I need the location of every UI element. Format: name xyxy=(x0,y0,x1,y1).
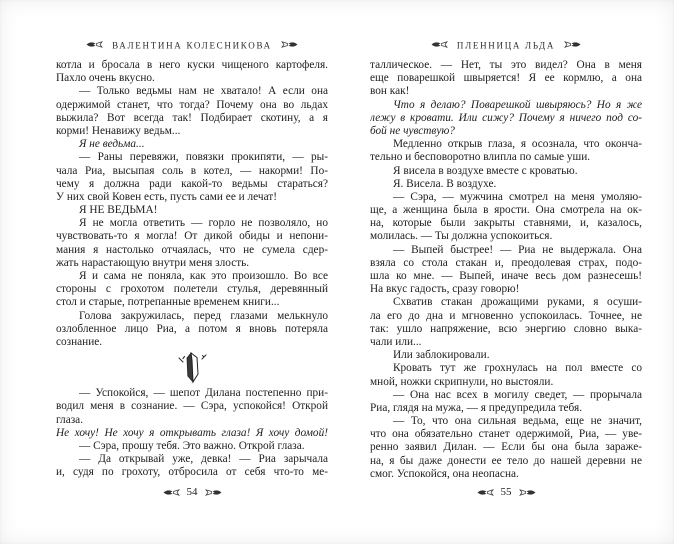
text-line: жать нарастающую внутри меня злость. xyxy=(56,256,250,269)
text-line: одержимой станет, что тогда? Почему она во льдах xyxy=(56,98,328,111)
text-line: ла его до дна и мгновенно успокоилась. Точнее, не xyxy=(370,309,642,322)
text-line: котла и бросала в него куски чищеного картофеля. xyxy=(56,59,328,71)
page-right xyxy=(370,38,642,498)
header-fleuron-icon xyxy=(564,40,581,49)
text-line: Риа, глядя на мужа, — я предупредила тебя. xyxy=(370,401,583,414)
text-line: На вкус гадость, сразу говорю! xyxy=(370,283,520,296)
text-line: — Да открывай уже, девка! — Риа зарычала xyxy=(79,453,328,466)
running-head-title-book: ПЛЕННИЦА ЛЬДА xyxy=(456,40,556,50)
text-line: водил меня в сознание. — Сэра, успокойся! Открой xyxy=(56,400,328,413)
text-line: стороны с грохотом полетели стулья, деревянный xyxy=(56,283,328,296)
text-line: шла ко мне. — Выпей, иначе весь дом разнесешь! xyxy=(370,270,642,282)
text-line: ще, а женщина была в ярости. Она смотрела на ок- xyxy=(370,204,642,217)
header-fleuron-icon xyxy=(86,40,103,49)
text-line: так: ушло напряжение, всю энергию словно выка- xyxy=(370,322,642,335)
text-line: Я не ведьма... xyxy=(79,138,145,151)
text-line: сознание. xyxy=(56,335,103,348)
text-line: Кровать тут же грохнулась на пол вместе со xyxy=(393,362,642,375)
text-line: бой не чувствую? xyxy=(370,124,455,137)
page-text-column xyxy=(370,59,642,481)
text-line: чали или... xyxy=(370,335,422,348)
text-line: на, которые были закрыты ставнями, и, казалось, xyxy=(370,217,642,230)
text-line: корми! Ненавижу ведьм... xyxy=(56,124,181,137)
text-line: Я НЕ ВЕДЬМА! xyxy=(79,204,158,217)
text-line: стол и старые, потрепанные временем книги... xyxy=(56,296,280,309)
text-line: взяла со стола стакан и, преодолевая страх, подо- xyxy=(370,256,642,269)
text-line: — Сэра, — мужчина смотрел на меня умоляю- xyxy=(393,190,642,203)
text-line: У них свой Ковен есть, пусть сами ее и лечат! xyxy=(56,190,277,203)
page-number: 54 xyxy=(186,486,198,498)
text-line: чувствовать-то я могла! От дикой обиды и непони- xyxy=(56,230,328,243)
header-fleuron-icon xyxy=(281,40,298,49)
text-line: мания я настолько отчаялась, что не сумела сдер- xyxy=(56,243,328,256)
footer-fleuron-icon xyxy=(519,488,536,497)
footer-fleuron-icon xyxy=(205,488,222,497)
text-line: — Раны перевяжи, повязки прокипяти, — ры- xyxy=(79,151,328,164)
text-line: мной, ножки скрипнули, но выстояли. xyxy=(370,375,554,388)
text-line: вон как! xyxy=(370,85,410,98)
text-line: Я и сама не поняла, как это произошло. Во все xyxy=(79,270,328,282)
page-footer-right xyxy=(370,486,642,498)
text-line: лежу в кровати. Или сижу? Почему я ничего под со- xyxy=(370,111,642,124)
text-line: — Успокойся, — шепот Дилана постепенно при- xyxy=(79,387,328,400)
text-line: и, судя по грохоту, отбросила от себя что-то ме- xyxy=(56,466,328,479)
running-head-right xyxy=(370,38,642,51)
text-line: Что я делаю? Поварешкой швыряюсь? Но я же xyxy=(393,98,642,111)
text-line: что она обязательно станет одержимой, Риа, — уве- xyxy=(370,428,642,441)
running-head-left xyxy=(56,38,328,51)
text-line: смог. Успокойся, она неопасна. xyxy=(370,467,519,480)
text-line: Я не могла ответить — горло не позволяло, но xyxy=(79,217,328,230)
page-number: 55 xyxy=(500,486,512,498)
text-line: Я висела в воздухе вместе с кроватью. xyxy=(393,164,578,177)
text-line: — Сэра, прошу тебя. Это важно. Открой глаза. xyxy=(79,439,305,452)
text-line: — Она нас всех в могилу сведет, — прорычала xyxy=(393,388,642,401)
header-fleuron-icon xyxy=(431,40,448,49)
crystal-divider-icon xyxy=(169,351,215,385)
text-line: — Только ведьмы нам не хватало! А если она xyxy=(79,85,328,98)
page-text-column xyxy=(56,59,328,479)
text-line: на, я бы даже донести ее тело до нашей деревни не xyxy=(370,454,642,467)
text-line: Я. Висела. В воздухе. xyxy=(393,177,497,190)
page-footer-left xyxy=(56,486,328,498)
text-line: молилась. — Ты должна успокоиться. xyxy=(370,230,553,243)
footer-fleuron-icon xyxy=(163,488,180,497)
text-line: таллическое. — Нет, ты это видел? Она в меня xyxy=(370,59,642,71)
text-line: Схватив стакан дрожащими руками, я осуши- xyxy=(393,296,642,309)
footer-fleuron-icon xyxy=(477,488,494,497)
text-line: чему я должна ради какой-то ведьмы стараться? xyxy=(56,177,328,190)
text-line: — То, что она сильная ведьма, еще не значит, xyxy=(393,415,642,428)
text-line: озлобленное лицо Риа, а потом я вновь потеряла xyxy=(56,322,328,335)
section-divider xyxy=(56,349,328,387)
text-line: Не хочу! Не хочу я открывать глаза! Я хочу домой! xyxy=(56,426,328,439)
text-line: Пахло очень вкусно. xyxy=(56,72,155,85)
text-line: Голова закружилась, перед глазами мелькнуло xyxy=(79,309,328,322)
text-line: — Выпей быстрее! — Риа не выдержала. Она xyxy=(393,243,642,256)
text-line: еще поварешкой швыряется! Я ее кормлю, а она xyxy=(370,72,642,85)
text-line: Медленно открыв глаза, я осознала, что оконча- xyxy=(393,138,642,151)
text-line: выжила? Вот всегда так! Подбирает скотину, а я xyxy=(56,111,328,124)
text-line: Или заблокировали. xyxy=(393,349,490,362)
text-line: тельно и бесповоротно влипла по самые уши. xyxy=(370,151,591,164)
text-line: чала Риа, высыпая соль в котел, — накорми! По- xyxy=(56,164,328,177)
text-line: глаза. xyxy=(56,413,84,426)
text-line: ренно заявил Дилан. — Если бы она была зараже- xyxy=(370,441,642,454)
running-head-title-author: ВАЛЕНТИНА КОЛЕСНИКОВА xyxy=(112,40,272,50)
page-left xyxy=(56,38,328,498)
